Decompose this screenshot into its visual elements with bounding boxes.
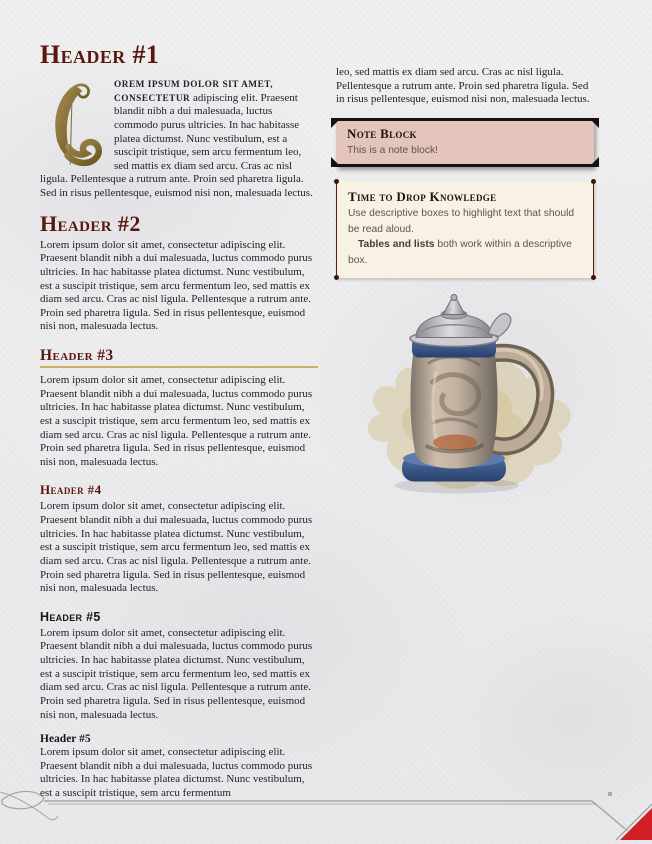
header-2: Header #2 — [40, 210, 141, 236]
drop-cap — [40, 80, 106, 172]
beer-stein-illustration — [336, 292, 594, 500]
descriptive-box-line1: Use descriptive boxes to highlight text that should be read aloud. — [348, 208, 575, 235]
intro-paragraph — [40, 78, 318, 201]
footer-diagonal-2 — [596, 804, 628, 831]
footer-leaf-flourish-icon — [2, 791, 44, 808]
section-3-paragraph: Lorem ipsum dolor sit amet, consectetur adipiscing elit. Praesent blandit nibh a dui malesuada, luctus commodo purus ultricies. In hac habitasse platea dictumst. Nunc vestibulum, est a suscipit tristique, sem arcu fermentum leo, sed mattis ex diam sed arcu. Cras ac nisl ligula. Pellentesque a rutrum ante. Proin sed pharetra ligula. Sed in risus pellentesque, euismod nisi non, malesuada lectus. — [40, 374, 313, 468]
note-block — [336, 118, 594, 167]
right-column — [336, 40, 594, 801]
section-4-paragraph: Lorem ipsum dolor sit amet, consectetur adipiscing elit. Praesent blandit nibh a dui malesuada, luctus commodo purus ultricies. In hac habitasse platea dictumst. Nunc vestibulum, est a suscipit tristique, sem arcu fermentum leo, sed mattis ex diam sed arcu. Cras ac nisl ligula. Pellentesque a rutrum ante. Proin sed pharetra ligula. Sed in risus pellentesque, euismod nisi non, malesuada lectus. — [40, 500, 313, 595]
header-5-bold: Header #5 — [40, 733, 91, 746]
corner-dot-icon — [334, 275, 339, 280]
header-5: Header #5 — [40, 609, 101, 624]
note-block-title: Note Block — [347, 125, 417, 141]
intro-text: adipiscing elit. Praesent blandit nibh a dui malesuada, luctus commodo purus ultricies. In hac habitasse platea dictumst. Nunc vestibulum, est a suscipit tristique, sem arcu fermentum leo, sed mattis ex diam sed arcu. Cras ac nisl ligula. Pellentesque a rutrum ante. Proin sed pharetra ligula. Sed in risus pellentesque, euismod nisi non, malesuada lectus. — [40, 91, 313, 199]
left-column — [40, 40, 318, 801]
page-corner-triangle — [620, 808, 652, 840]
header-4: Header #4 — [40, 482, 102, 498]
note-block-body: This is a note block! — [347, 144, 438, 156]
corner-dot-icon — [591, 179, 596, 184]
note-ribbon-top — [331, 118, 599, 121]
descriptive-box-line2 — [348, 237, 582, 268]
header-3: Header #3 — [40, 347, 318, 368]
footer-decoration — [0, 784, 652, 844]
descriptive-box-line2-bold: Tables and lists — [358, 239, 435, 251]
section-2-paragraph: Lorem ipsum dolor sit amet, consectetur adipiscing elit. Praesent blandit nibh a dui malesuada, luctus commodo purus ultricies. In hac habitasse platea dictumst. Nunc vestibulum, est a suscipit tristique, sem arcu fermentum leo, sed mattis ex diam sed arcu. Cras ac nisl ligula. Pellentesque a rutrum ante. Proin sed pharetra ligula. Sed in risus pellentesque, euismod nisi non, malesuada lectus. — [40, 238, 313, 333]
header-1: Header #1 — [40, 40, 160, 69]
stein-figure — [336, 292, 594, 500]
corner-dot-icon — [334, 179, 339, 184]
drop-cap-letter-L-flourish — [40, 80, 106, 172]
descriptive-box-line2-rest: both work within a descriptive box. — [348, 239, 572, 266]
corner-dot-icon — [591, 275, 596, 280]
section-5-paragraph: Lorem ipsum dolor sit amet, consectetur adipiscing elit. Praesent blandit nibh a dui malesuada, luctus commodo purus ultricies. In hac habitasse platea dictumst. Nunc vestibulum, est a suscipit tristique, sem arcu fermentum leo, sed mattis ex diam sed arcu. Cras ac nisl ligula. Pellentesque a rutrum ante. Proin sed pharetra ligula. Sed in risus pellentesque, euismod nisi non, malesuada lectus. — [40, 626, 313, 721]
column-overflow-paragraph: leo, sed mattis ex diam sed arcu. Cras ac nisl ligula. Pellentesque a rutrum ante. Proin sed pharetra ligula. Sed in risus pellentesque, euismod nisi non, malesuada lectus. — [336, 66, 590, 106]
descriptive-box-title: Time to Drop Knowledge — [348, 189, 497, 205]
lead-smallcaps-text: OREM IPSUM DOLOR SIT AMET, CONSECTETUR — [114, 80, 274, 104]
footer-square-dot-icon — [608, 792, 612, 796]
note-ribbon-bottom — [331, 164, 599, 167]
descriptive-box — [336, 181, 594, 278]
section-6-paragraph-truncated: Lorem ipsum dolor sit amet, consectetur adipiscing elit. Praesent blandit nibh a dui malesuada, luctus commodo purus ultricies. In hac habitasse platea dictumst. Nunc vestibulum, est a suscipit tristique, sem arcu fermentum — [40, 746, 313, 799]
